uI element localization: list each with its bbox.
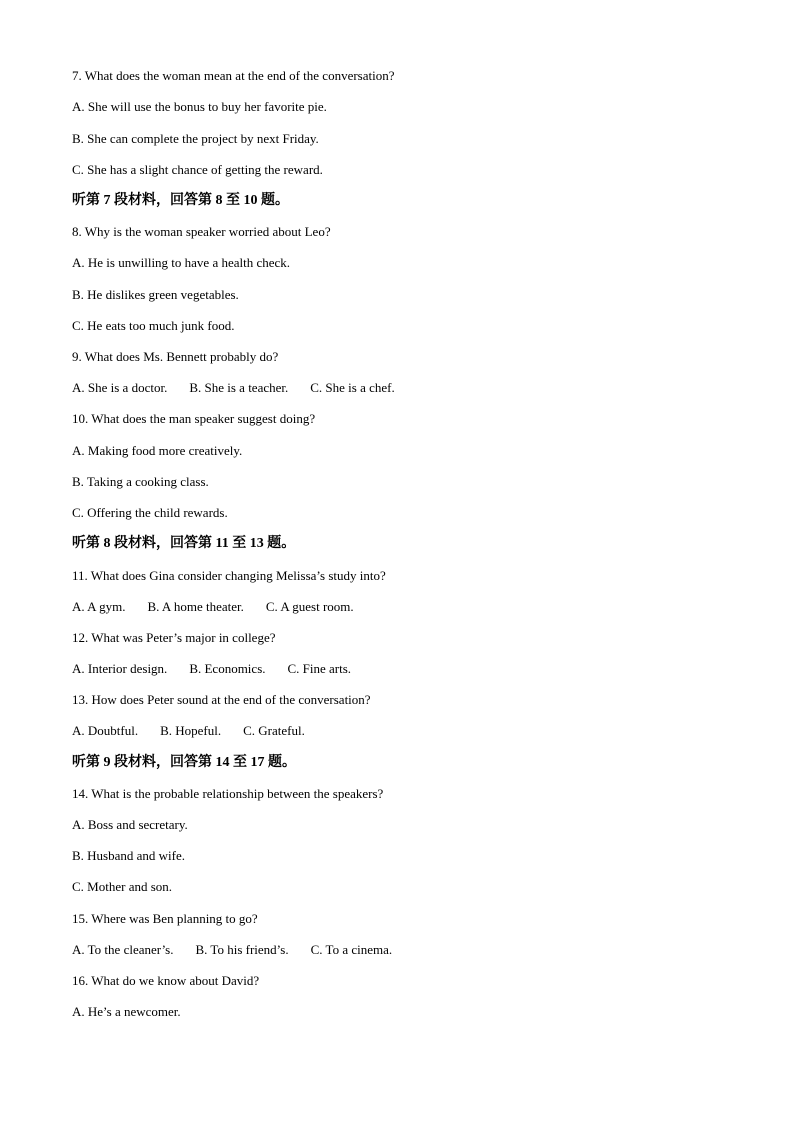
options-13 [72,722,327,740]
option-7c: C. She has a slight chance of getting the reward. [72,162,323,177]
options-9 [72,379,417,397]
question-16: 16. What do we know about David? [72,973,260,988]
section-heading-8: 听第 8 段材料，回答第 11 至 13 题。 [72,536,296,551]
section-heading-9: 听第 9 段材料，回答第 14 至 17 题。 [72,755,296,770]
option-11b: B. A home theater. [147,599,244,614]
option-8c: C. He eats too much junk food. [72,318,235,333]
section-heading-7: 听第 7 段材料，回答第 8 至 10 题。 [72,193,289,208]
question-10: 10. What does the man speaker suggest doing? [72,411,316,426]
options-12 [72,660,373,678]
option-14c: C. Mother and son. [72,879,173,894]
option-15a: A. To the cleaner’s. [72,942,174,957]
option-12b: B. Economics. [189,661,266,676]
option-11c: C. A guest room. [265,599,354,614]
option-7b: B. She can complete the project by next Friday. [72,131,319,146]
option-9c: C. She is a chef. [310,380,395,395]
question-12: 12. What was Peter’s major in college? [72,630,276,645]
option-14b: B. Husband and wife. [72,848,186,863]
option-12c: C. Fine arts. [287,661,352,676]
option-8a: A. He is unwilling to have a health check. [72,255,291,270]
question-11: 11. What does Gina consider changing Melissa’s study into? [72,568,386,583]
option-13a: A. Doubtful. [72,723,139,738]
option-9a: A. She is a doctor. [72,380,168,395]
option-15b: B. To his friend’s. [195,942,289,957]
option-11a: A. A gym. [72,599,126,614]
option-16a: A. He’s a newcomer. [72,1004,181,1019]
question-15: 15. Where was Ben planning to go? [72,911,258,926]
question-8: 8. Why is the woman speaker worried about Leo? [72,224,331,239]
option-7a: A. She will use the bonus to buy her favorite pie. [72,99,327,114]
options-15 [72,941,414,959]
option-10b: B. Taking a cooking class. [72,474,209,489]
option-13c: C. Grateful. [243,723,305,738]
option-13b: B. Hopeful. [160,723,222,738]
question-13: 13. How does Peter sound at the end of the conversation? [72,692,371,707]
option-8b: B. He dislikes green vegetables. [72,287,239,302]
option-10c: C. Offering the child rewards. [72,505,228,520]
options-11 [72,598,376,616]
option-12a: A. Interior design. [72,661,168,676]
option-10a: A. Making food more creatively. [72,443,243,458]
question-9: 9. What does Ms. Bennett probably do? [72,349,279,364]
option-14a: A. Boss and secretary. [72,817,188,832]
option-9b: B. She is a teacher. [189,380,289,395]
question-14: 14. What is the probable relationship between the speakers? [72,786,384,801]
question-7: 7. What does the woman mean at the end of the conversation? [72,68,395,83]
option-15c: C. To a cinema. [310,942,393,957]
